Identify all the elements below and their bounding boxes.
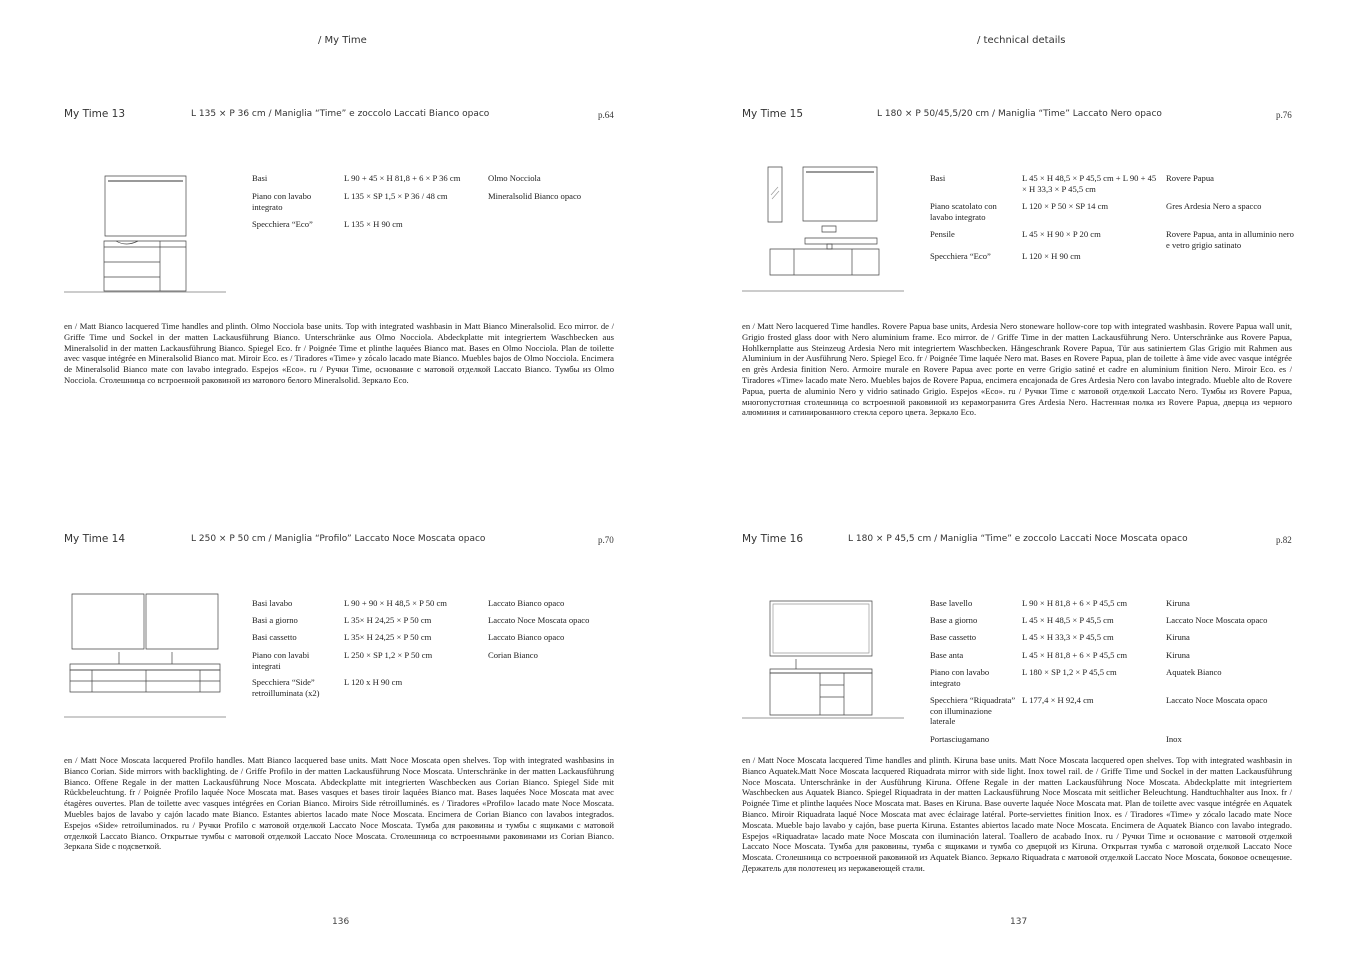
spec-row: Base anta L 45 × H 81,8 + 6 × P 45,5 cm Kiruna	[930, 650, 1190, 660]
page-number-left: 136	[332, 917, 350, 927]
spec-row: Basi lavabo L 90 + 90 × H 48,5 × P 50 cm Laccato Bianco opaco	[252, 598, 565, 608]
spec-row: Basi L 90 + 45 × H 81,8 + 6 × P 36 cm Olmo Nocciola	[252, 173, 541, 183]
description-paragraph: en / Matt Noce Moscata lacquered Profilo handles. Matt Bianco lacquered base units. Matt Noce Moscata open shelves. Top with integrated washbasins in Bianco Corian. Side mirrors with backlighting. de / Griffe Profilo in der matten Lackausführung Noce Moscata. Unterschränke in der matten Lackausführung Bianco. Offene Regale in der matten Lackausführung Noce Moscata. Abdeckplatte mit integrierten Waschbecken aus Corian Bianco. Spiegel Side mit Rückbeleuchtung. fr / Poignée Profilo laquée Noce Moscata mat. Bases vasques et bases tiroir laquées Bianco mat. Bases laquées Noce Moscata mat avec étagères ouvertes. Plan de toilette avec vasques intégrées en Corian Bianco. Miroirs Side rétroilluminés. es / Tiradores «Profilo» lacado mate Noce Moscata. Muebles bajos de lavabo y cajón lacado mate Bianco. Estantes abiertos lacado mate Noce Moscata. Encimera de Corian Bianco con lavabos integrados. Espejos «Side» retroiluminados. ru / Ручки Profilo с матовой отделкой Laccato Noce Moscata. Тумба для раковины и тумбы с ящиками с матовой отделкой Laccato Bianco. Открытые тумбы с матовой отделкой Laccato Noce Moscata. Столешница со встроенными раковинами из Corian Bianco. Зеркала Side с подсветкой.	[64, 755, 614, 852]
spec-table	[930, 173, 1300, 269]
spec-row: Base cassetto L 45 × H 33,3 × P 45,5 cm Kiruna	[930, 632, 1190, 642]
page-reference: p.70	[598, 535, 614, 545]
description-paragraph: en / Matt Noce Moscata lacquered Time handles and plinth. Kiruna base units. Matt Noce Moscata lacquered open shelves. Top with integrated washbasin in Bianco Aquatek.Matt Noce Moscata lacquered Riquadrata mirror with side light. Inox towel rail. de / Griffe Time und Sockel in der matten Lackausführung Noce Moscata. Unterschränke in der Ausführung Kiruna. Offene Regale in der matten Lackausführung Noce Moscata. Abdeckplatte mit integriertem Waschbecken aus Aquatek Bianco. Spiegel Riquadrata in der matten Lackausführung Noce Moscata mit seitlicher Beleuchtung. Handtuchhalter aus Inox. fr / Poignée Time et plinthe laquées Noce Moscata mat. Bases en Kiruna. Base ouverte laquée Noce Moscata mat. Plan de toilette avec vasque intégrée en Aquatek Bianco. Miroir Riquadrata laqué Noce Moscata mat avec éclairage latéral. Porte-serviettes finition Inox. es / Tiradores «Time» y zócalo lacado mate Noce Moscata. Mueble bajo lavabo y cajón, base puerta Kiruna. Estantes abiertos lacado mate Noce Moscata. Encimera de Aquatek Bianco con lavabo integrado. Espejos «Riquadrata» lacado mate Noce Moscata con iluminación lateral. Toallero de acabado Inox. ru / Ручки Time и основание с матовой отделкой Laccato Noce Moscata. Тумба для раковины, тумба с ящиками и тумба со дверцой из Kiruna. Открытая тумба с матовой отделкой Laccato Noce Moscata. Столешница со встроенной раковиной из Aquatek Bianco. Зеркало Riquadrata с матовой отделкой Laccato Noce Moscata, боковое освещение. Держатель для полотенец из нержавеющей стали.	[742, 755, 1292, 873]
page-reference: p.82	[1276, 535, 1292, 545]
page-reference: p.76	[1276, 110, 1292, 120]
spec-row: Specchiera “Eco” L 120 × H 90 cm	[930, 251, 1081, 261]
item-title: My Time 13	[64, 108, 126, 120]
spec-row: Base lavello L 90 × H 81,8 + 6 × P 45,5 cm Kiruna	[930, 598, 1190, 608]
spec-row: Base a giorno L 45 × H 48,5 × P 45,5 cm Laccato Noce Moscata opaco	[930, 615, 1268, 625]
description-paragraph: en / Matt Nero lacquered Time handles. Rovere Papua base units, Ardesia Nero stoneware hollow-core top with integrated washbasin. Rovere Papua wall unit, Grigio frosted glass door with Nero aluminium frame. Eco mirror. de / Griffe Time in der matten Lackausführung Nero. Unterschränke aus Rovere Papua, Hohlkernplatte aus Steinzeug Ardesia Nero mit integriertem Waschbecken. Hängeschrank Rovere Papua, Tür aus satiniertem Glas Grigio mit Rahmen aus Aluminium in der Ausführung Nero. Spiegel Eco. fr / Poignée Time laquée Nero mat. Bases en Rovere Papua, plan de toilette à âme vide avec vasque intégrée en grès Ardesia finition Nero. Armoire murale en Rovere Papua avec porte en verre Grigio satiné et cadre en aluminium finition Nero. Miroir Eco. es / Tiradores «Time» lacado mate Nero. Muebles bajos de Rovere Papua, encimera encajonada de Gres Ardesia Nero con lavabo integrado. Mueble alto de Rovere Papua, puerta de aluminio Nero y vidrio satinado Grigio. Espejos «Eco». ru / Ручки Time с матовой отделкой Laccato Nero. Тумбы из Rovere Papua, многопустотная столешница со встроенной раковиной из керамогранита Gres Ardesia Nero. Настенная полка из Rovere Papua, дверца из черного алюминия и сатинированного стекла серого цвета. Зеркало Eco.	[742, 321, 1292, 418]
item-title: My Time 15	[742, 108, 804, 120]
spec-row: Piano scatolato con lavabo integrato L 120 × P 50 × SP 14 cm Gres Ardesia Nero a spacco	[930, 201, 1262, 222]
spec-row: Piano con lavabo integrato L 135 × SP 1,5 × P 36 / 48 cm Mineralsolid Bianco opaco	[252, 191, 582, 212]
spec-table	[252, 173, 622, 237]
spec-row: Piano con lavabo integrato L 180 × SP 1,2 × P 45,5 cm Aquatek Bianco	[930, 667, 1222, 688]
item-title: My Time 14	[64, 533, 126, 545]
spec-row: Portasciugamano Inox	[930, 734, 1182, 744]
spec-row: Basi a giorno L 35× H 24,25 × P 50 cm Laccato Noce Moscata opaco	[252, 615, 590, 625]
spec-row: Basi L 45 × H 48,5 × P 45,5 cm + L 90 + 45 × H 33,3 × P 45,5 cm Rovere Papua	[930, 173, 1214, 194]
spec-row: Specchiera “Side” retroilluminata (x2) L 120 x H 90 cm	[252, 677, 403, 698]
page-reference: p.64	[598, 110, 614, 120]
item-description: L 135 × P 36 cm / Maniglia “Time” e zoccolo Laccati Bianco opaco	[191, 109, 490, 119]
drawing-my-time-15	[742, 163, 907, 295]
spec-row: Specchiera “Riquadrata” con illuminazione laterale L 177,4 × H 92,4 cm Laccato Noce Moscata opaco	[930, 695, 1268, 726]
drawing-my-time-14	[64, 590, 229, 722]
item-description: L 180 × P 45,5 cm / Maniglia “Time” e zoccolo Laccati Noce Moscata opaco	[848, 534, 1188, 544]
page-number-right: 137	[1010, 917, 1028, 927]
drawing-my-time-13	[64, 170, 229, 295]
spec-row: Specchiera “Eco” L 135 × H 90 cm	[252, 219, 403, 229]
spec-row: Pensile L 45 × H 90 × P 20 cm Rovere Papua, anta in alluminio nero e vetro grigio satinato	[930, 229, 1294, 250]
item-description: L 180 × P 50/45,5/20 cm / Maniglia “Time” Laccato Nero opaco	[877, 109, 1162, 119]
description-paragraph: en / Matt Bianco lacquered Time handles and plinth. Olmo Nocciola base units. Top with integrated washbasin in Matt Bianco Mineralsolid. Eco mirror. de / Griffe Time und Sockel in der matten Lackausführung Bianco. Unterschränke aus Olmo Nocciola. Abdeckplatte mit integriertem Waschbecken aus Mineralsolid in der matten Lackausführung Bianco. Spiegel Eco. fr / Poignée Time et plinthe laquées Bianco mat. Bases en Olmo Nocciola. Plan de toilette avec vasque intégrée en Mineralsolid Bianco mat. Miroir Eco. es / Tiradores «Time» y zócalo lacado mate Bianco. Muebles bajos de Olmo Nocciola. Encimera de Mineralsolid Bianco mate con lavabo integrado. Espejos «Eco». ru / Ручки Time, основание с матовой отделкой Laccato Bianco. Тумбы из Olmo Nocciola. Столешница со встроенной раковиной из матового белого Mineralsolid. Зеркало Eco.	[64, 321, 614, 385]
spec-table	[252, 598, 622, 699]
drawing-my-time-16	[742, 597, 907, 722]
spec-row: Basi cassetto L 35× H 24,25 × P 50 cm Laccato Bianco opaco	[252, 632, 565, 642]
item-description: L 250 × P 50 cm / Maniglia “Profilo” Laccato Noce Moscata opaco	[191, 534, 486, 544]
spec-row: Piano con lavabi integrati L 250 × SP 1,2 × P 50 cm Corian Bianco	[252, 650, 538, 671]
header-right: / technical details	[977, 35, 1066, 46]
spec-table	[930, 598, 1300, 748]
header-left: / My Time	[318, 35, 367, 46]
item-title: My Time 16	[742, 533, 804, 545]
